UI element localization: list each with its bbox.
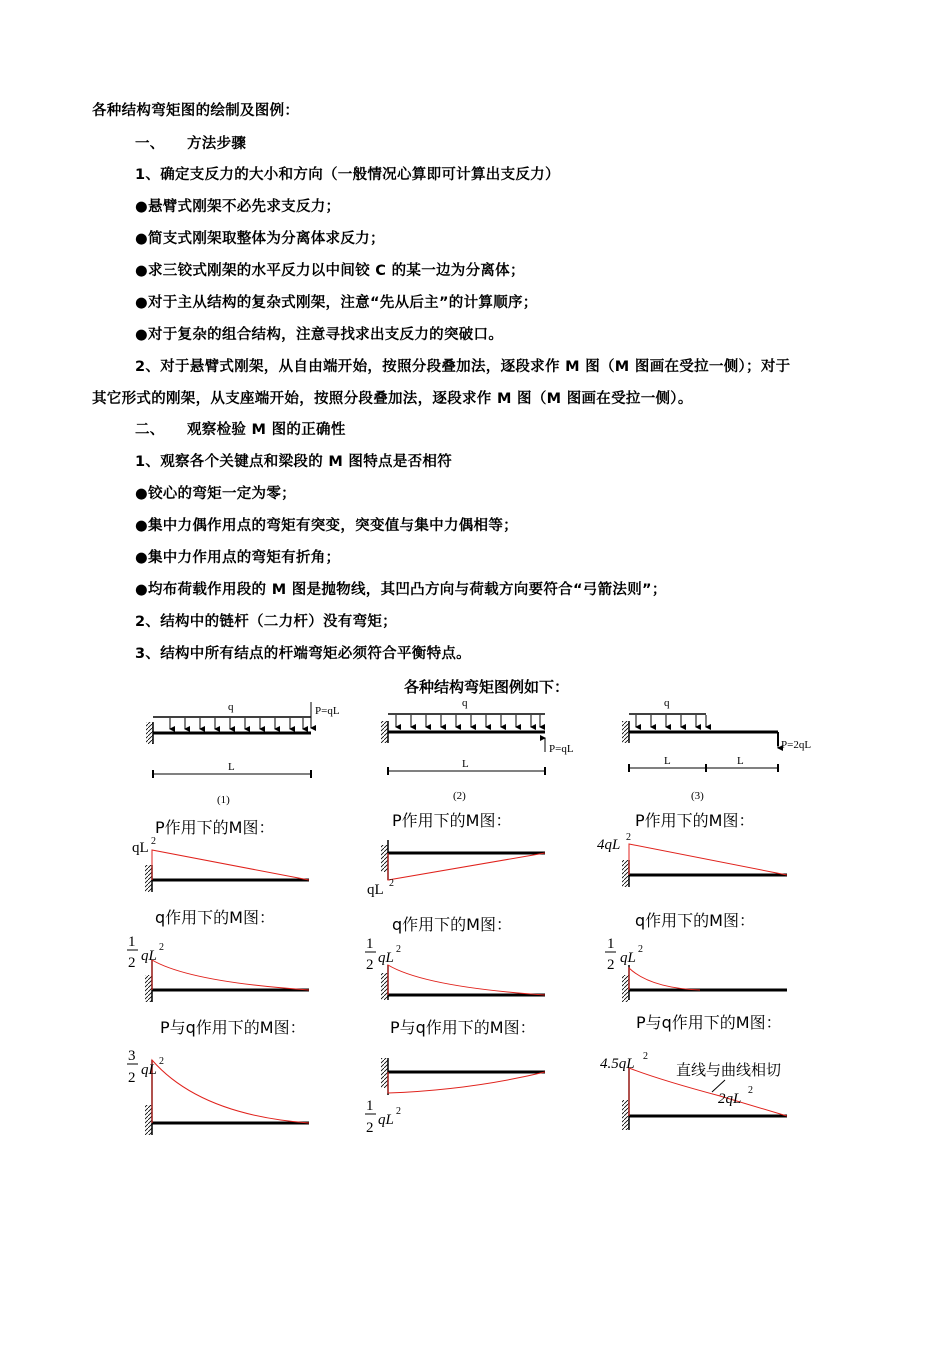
moment-diagram-1-1	[132, 836, 309, 892]
m21-label: qL	[141, 948, 157, 964]
section-1-title: 方法步骤	[187, 136, 247, 152]
bullet-2: ●简支式刚架取整体为分离体求反力；	[135, 231, 385, 247]
m12-label: qL	[367, 882, 384, 898]
bullet-1: ●悬臂式刚架不必先求支反力；	[135, 199, 341, 215]
m32-den: 2	[366, 1120, 374, 1136]
check-4: ●均布荷载作用段的 M 图是抛物线，其凹凸方向与荷载方向要符合“弓箭法则”；	[135, 582, 667, 598]
bullet-5: ●对于复杂的组合结构，注意寻找求出支反力的突破口。	[135, 327, 504, 343]
beam-3-p-label: P=2qL	[781, 739, 812, 751]
moment-diagram-3-2	[365, 1058, 545, 1136]
m23-den: 2	[607, 957, 615, 973]
step-2-3: 3、结构中所有结点的杆端弯矩必须符合平衡特点。	[135, 646, 471, 662]
m31-label: qL	[141, 1062, 157, 1078]
bullet-3: ●求三铰式刚架的水平反力以中间铰 C 的某一边为分离体；	[135, 263, 525, 279]
m32-label: qL	[378, 1112, 394, 1128]
section-1-number: 一、	[135, 136, 165, 152]
m32-exp: 2	[396, 1106, 401, 1117]
section-2-number: 二、	[135, 422, 165, 438]
check-3: ●集中力作用点的弯矩有折角；	[135, 550, 341, 566]
row1-caption-3: P作用下的M图：	[635, 811, 755, 830]
row2-caption-3: q作用下的M图：	[635, 911, 755, 930]
row2-caption-2: q作用下的M图：	[392, 915, 512, 934]
m23-exp: 2	[638, 944, 643, 955]
beam-2-p-label: P=qL	[549, 743, 574, 755]
m33-label-a: 4.5qL	[600, 1056, 635, 1072]
m21-exp: 2	[159, 942, 164, 953]
beam-1-q-label: q	[228, 701, 234, 713]
m22-label: qL	[378, 950, 394, 966]
m22-exp: 2	[396, 944, 401, 955]
beam-3-number: (3)	[691, 790, 704, 802]
m12-exp: 2	[389, 878, 394, 889]
m11-label: qL	[132, 840, 149, 856]
m11-exp: 2	[151, 836, 156, 847]
check-1: ●铰心的弯矩一定为零；	[135, 486, 296, 502]
beam-3-length-1-label: L	[664, 755, 671, 767]
m23-label: qL	[620, 950, 636, 966]
m33-label-b: 2qL	[718, 1091, 742, 1107]
m33-exp-a: 2	[643, 1051, 648, 1062]
row3-caption-1: P与q作用下的M图：	[160, 1018, 306, 1037]
section-2-title: 观察检验 M 图的正确性	[187, 422, 346, 438]
beam-3-length-2-label: L	[737, 755, 744, 767]
beam-1-length-label: L	[228, 761, 235, 773]
beam-1	[146, 701, 340, 806]
m22-num: 1	[366, 936, 374, 952]
m13-exp: 2	[626, 832, 631, 843]
moment-diagram-1-3	[597, 832, 787, 887]
beam-2-q-label: q	[462, 697, 468, 709]
moment-diagram-3-1	[127, 1048, 309, 1135]
moment-diagram-2-3	[605, 936, 787, 1002]
m33-exp-b: 2	[748, 1085, 753, 1096]
m13-label: 4qL	[597, 837, 621, 853]
doc-title: 各种结构弯矩图的绘制及图例：	[92, 103, 300, 119]
step-1-2a: 2、对于悬臂式刚架，从自由端开始，按照分段叠加法，逐段求作 M 图（M 图画在受拉一侧）；对于	[135, 359, 791, 375]
bullet-4: ●对于主从结构的复杂式刚架，注意“先从后主”的计算顺序；	[135, 295, 538, 311]
row1-caption-1: P作用下的M图：	[155, 818, 275, 837]
m31-den: 2	[128, 1070, 136, 1086]
check-2: ●集中力偶作用点的弯矩有突变，突变值与集中力偶相等；	[135, 518, 518, 534]
beam-2-number: (2)	[453, 790, 466, 802]
moment-diagram-1-2	[367, 840, 545, 898]
row3-caption-3: P与q作用下的M图：	[636, 1013, 782, 1032]
beam-2-length-label: L	[462, 758, 469, 770]
step-1-1: 1、确定支反力的大小和方向（一般情况心算即可计算出支反力）	[135, 167, 560, 183]
moment-diagram-2-1	[127, 934, 309, 1002]
beam-2	[381, 697, 574, 802]
m31-exp: 2	[159, 1056, 164, 1067]
step-1-2b: 其它形式的刚架，从支座端开始，按照分段叠加法，逐段求作 M 图（M 图画在受拉一侧）。	[92, 391, 693, 407]
row1-caption-2: P作用下的M图：	[392, 811, 512, 830]
moment-diagram-3-3	[600, 1051, 787, 1130]
beam-3-q-label: q	[664, 697, 670, 709]
beam-3	[622, 697, 811, 802]
beam-1-number: (1)	[217, 794, 230, 806]
m21-den: 2	[128, 955, 136, 971]
figure-title: 各种结构弯矩图例如下：	[404, 679, 570, 696]
m23-num: 1	[607, 936, 615, 952]
row3-caption-2: P与q作用下的M图：	[390, 1018, 536, 1037]
row2-caption-1: q作用下的M图：	[155, 908, 275, 927]
moment-diagram-2-2	[365, 936, 545, 1000]
step-2-2: 2、结构中的链杆（二力杆）没有弯矩；	[135, 614, 397, 630]
step-2-1: 1、观察各个关键点和梁段的 M 图特点是否相符	[135, 454, 453, 470]
m22-den: 2	[366, 957, 374, 973]
m31-num: 3	[128, 1048, 136, 1064]
m32-num: 1	[366, 1098, 374, 1114]
tangent-note: 直线与曲线相切	[676, 1061, 782, 1079]
m21-num: 1	[128, 934, 136, 950]
beam-1-p-label: P=qL	[315, 705, 340, 717]
